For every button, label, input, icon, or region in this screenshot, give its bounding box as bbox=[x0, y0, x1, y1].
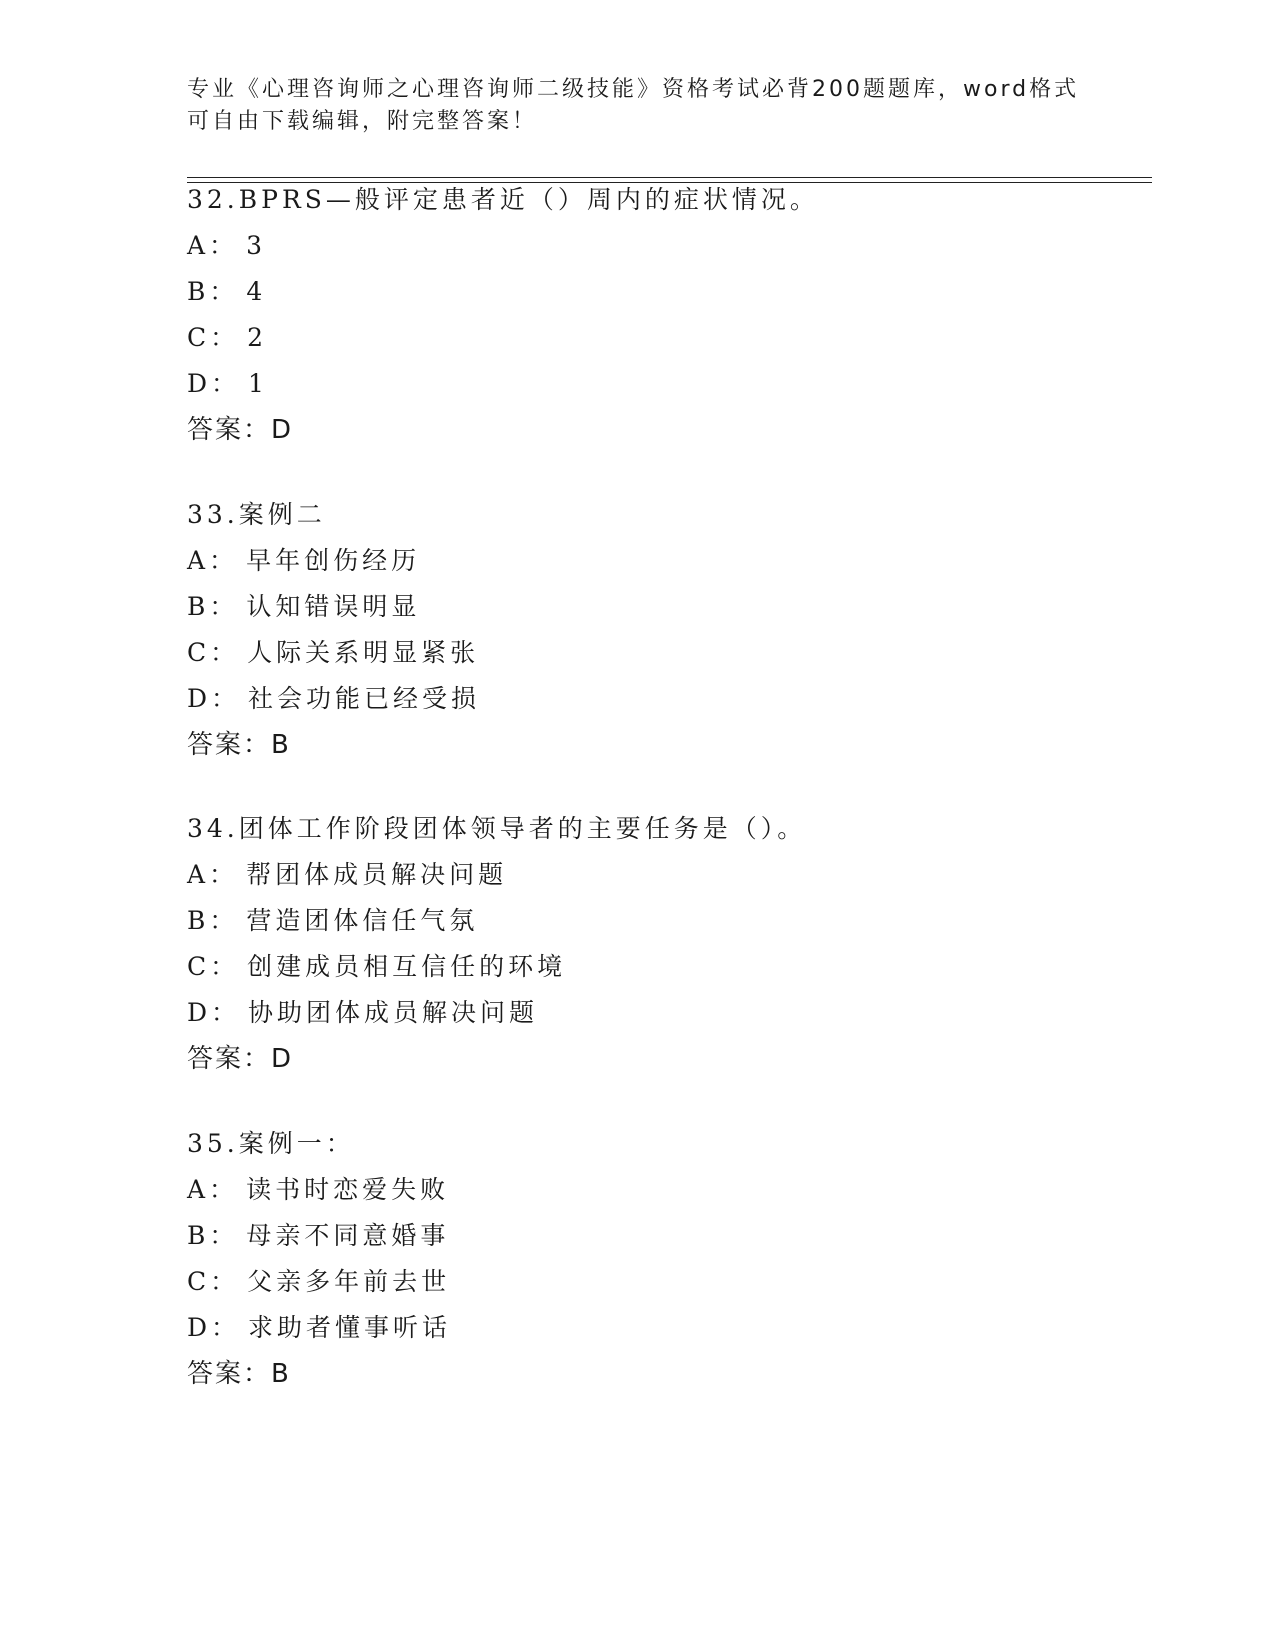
option-d bbox=[187, 990, 1147, 1036]
option-text: 早年创伤经历 bbox=[246, 546, 421, 575]
question-33 bbox=[187, 492, 1147, 768]
document-header bbox=[187, 74, 1087, 138]
option-a bbox=[187, 538, 1147, 584]
option-a bbox=[187, 1167, 1147, 1213]
header-line-2: 可自由下载编辑，附完整答案！ bbox=[187, 109, 538, 134]
option-c bbox=[187, 315, 1147, 361]
option-key: B： bbox=[187, 277, 239, 306]
option-key: A： bbox=[187, 1175, 239, 1204]
option-c bbox=[187, 1259, 1147, 1305]
option-text: 3 bbox=[246, 231, 266, 260]
option-key: C： bbox=[187, 952, 240, 981]
option-text: 社会功能已经受损 bbox=[248, 684, 481, 713]
header-line-1: 专业《心理咨询师之心理咨询师二级技能》资格考试必背200题题库，word格式 bbox=[187, 77, 1080, 102]
option-text: 4 bbox=[246, 277, 267, 306]
option-text: 帮团体成员解决问题 bbox=[246, 860, 508, 889]
option-c bbox=[187, 944, 1147, 990]
option-key: D： bbox=[187, 1313, 241, 1342]
option-key: B： bbox=[187, 592, 239, 621]
question-title: 34.团体工作阶段团体领导者的主要任务是（）。 bbox=[187, 814, 807, 843]
option-d bbox=[187, 676, 1147, 722]
option-b bbox=[187, 269, 1147, 315]
option-text: 母亲不同意婚事 bbox=[246, 1221, 450, 1250]
option-text: 创建成员相互信任的环境 bbox=[247, 952, 567, 981]
option-text: 读书时恋爱失败 bbox=[246, 1175, 450, 1204]
answer: 答案：B bbox=[187, 1359, 291, 1389]
option-text: 2 bbox=[247, 323, 268, 352]
option-c bbox=[187, 630, 1147, 676]
option-key: C： bbox=[187, 323, 240, 352]
option-text: 认知错误明显 bbox=[246, 592, 421, 621]
option-a bbox=[187, 223, 1147, 269]
option-text: 求助者懂事听话 bbox=[248, 1313, 452, 1342]
option-b bbox=[187, 584, 1147, 630]
option-d bbox=[187, 361, 1147, 407]
option-key: D： bbox=[187, 369, 241, 398]
option-b bbox=[187, 1213, 1147, 1259]
option-b bbox=[187, 898, 1147, 944]
option-key: A： bbox=[187, 546, 239, 575]
option-key: A： bbox=[187, 231, 239, 260]
answer: 答案：D bbox=[187, 415, 294, 445]
option-d bbox=[187, 1305, 1147, 1351]
option-key: B： bbox=[187, 906, 239, 935]
option-key: A： bbox=[187, 860, 239, 889]
option-text: 父亲多年前去世 bbox=[247, 1267, 451, 1296]
question-34 bbox=[187, 806, 1147, 1082]
option-key: C： bbox=[187, 1267, 240, 1296]
question-32 bbox=[187, 177, 1147, 453]
option-text: 1 bbox=[248, 369, 268, 398]
question-35 bbox=[187, 1121, 1147, 1397]
option-text: 营造团体信任气氛 bbox=[246, 906, 479, 935]
option-key: B： bbox=[187, 1221, 239, 1250]
option-a bbox=[187, 852, 1147, 898]
option-key: D： bbox=[187, 684, 241, 713]
question-title: 33.案例二 bbox=[187, 500, 326, 529]
option-key: C： bbox=[187, 638, 240, 667]
option-text: 协助团体成员解决问题 bbox=[248, 998, 539, 1027]
option-key: D： bbox=[187, 998, 241, 1027]
answer: 答案：D bbox=[187, 1044, 294, 1074]
option-text: 人际关系明显紧张 bbox=[247, 638, 480, 667]
question-title: 32.BPRS—般评定患者近（）周内的症状情况。 bbox=[187, 185, 819, 214]
answer: 答案：B bbox=[187, 730, 291, 760]
question-title: 35.案例一： bbox=[187, 1129, 355, 1158]
